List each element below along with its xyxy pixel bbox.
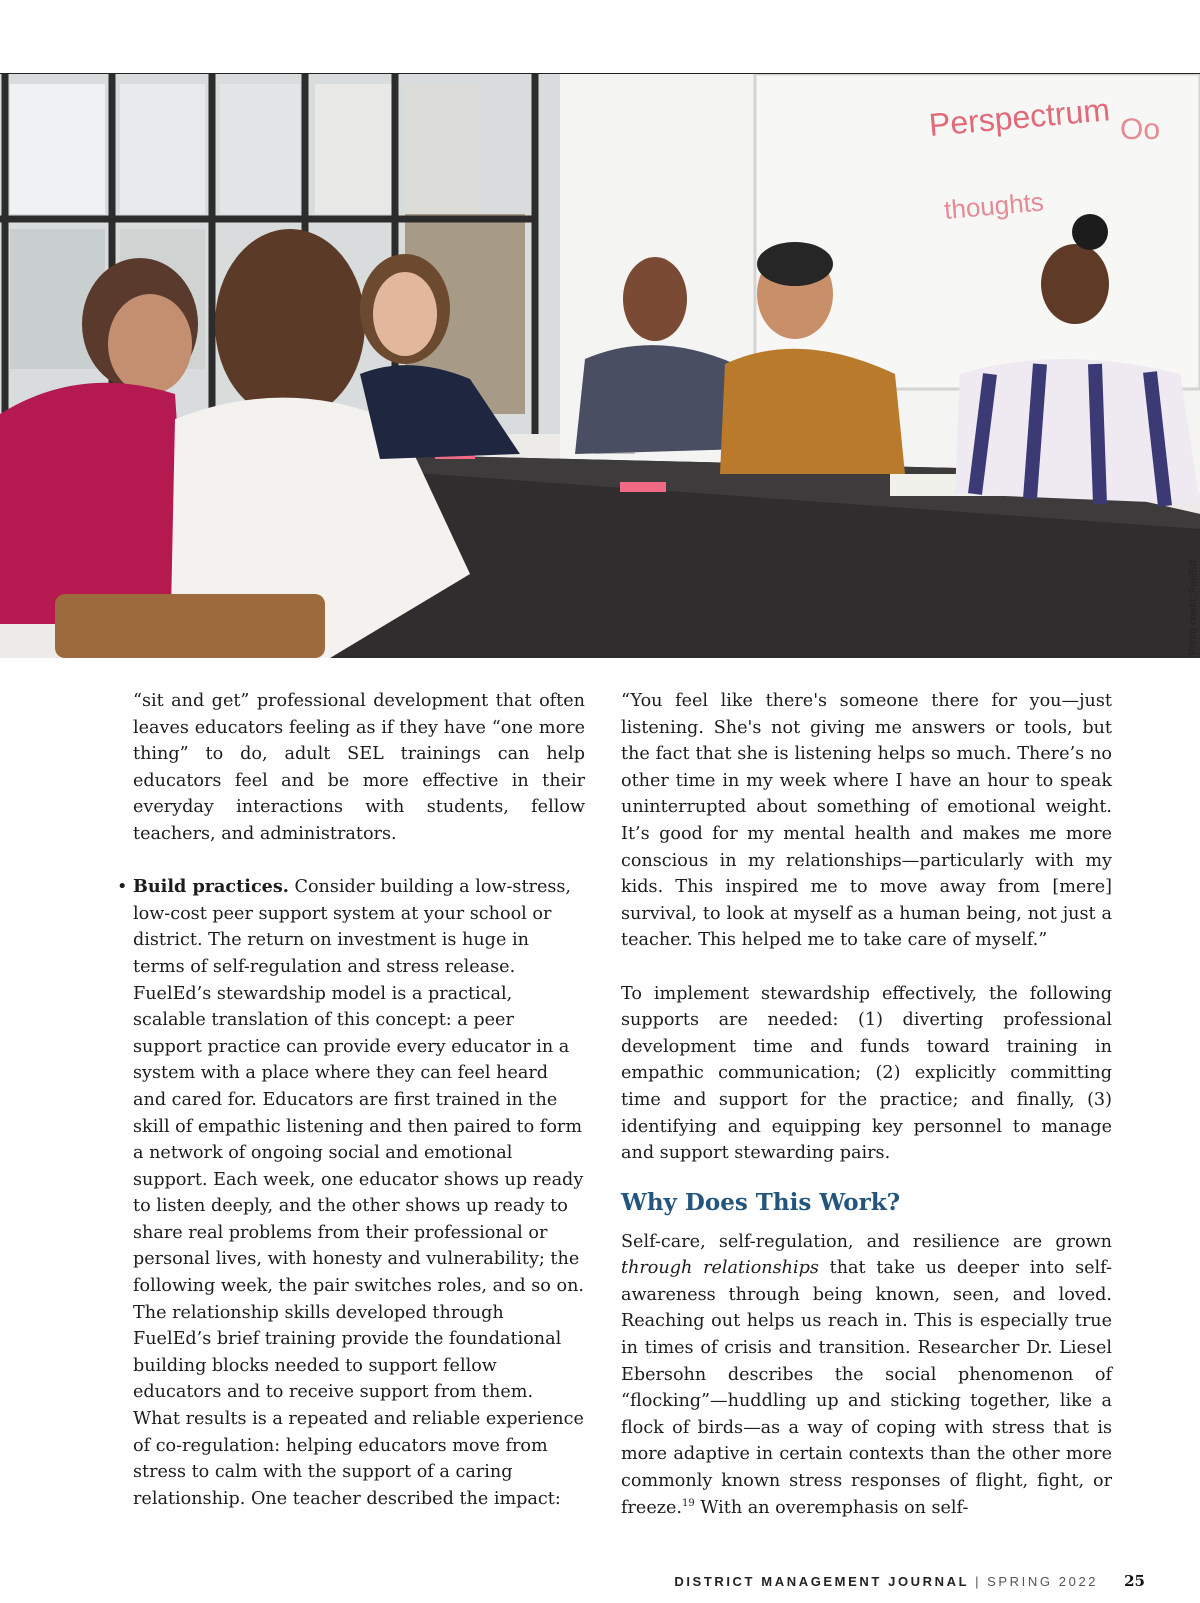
svg-text:Oo: Oo	[1120, 113, 1161, 146]
header-photo	[0, 74, 1200, 658]
right-column	[621, 688, 1112, 1521]
bullet-item-build-practices	[117, 874, 585, 1512]
teacher-quote: “You feel like there's someone there for you—just listening. She's not giving me answers or tools, but the fact that she is listening helps so much. There’s no other time in my week where I have an hour to speak uninterrupted about something of emotional weight. It’s good for my mental health and makes me more conscious in my relationships—particularly with my kids. This inspired me to move away from [mere] survival, to look at myself as a human being, not just a teacher. This helped me to take care of myself.”	[621, 691, 1112, 951]
implementation-paragraph: To implement stewardship effectively, the following supports are needed: (1) diverting professional development time and funds toward training in empathic communication; (2) explicitly committing time and support for the practice; and finally, (3) identifying and equipping key personnel to manage and support stewarding pairs.	[621, 983, 1112, 1164]
left-column	[117, 688, 585, 1512]
section-text-part2: that take us deeper into self-awareness through being known, seen, and loved. Reaching out helps us reach in. This is especially true in times of crisis and transition. Researcher Dr. Liesel Ebersohn describes the social phenomenon of “flocking”—huddling up and sticking together, like a flock of birds—as a way of coping with stress that is more adaptive in certain contexts than the other more commonly known stress responses of flight, fight, or freeze.	[621, 1258, 1112, 1518]
svg-text:thoughts: thoughts	[942, 186, 1045, 225]
photo-credit: Photo credit: FuelEd	[1187, 560, 1199, 656]
journal-name: DISTRICT MANAGEMENT JOURNAL	[674, 1574, 970, 1589]
page-footer	[674, 1572, 1145, 1590]
section-text-part3: With an overemphasis on self-	[694, 1497, 969, 1518]
section-text-part1: Self-care, self-regulation, and resilience are grown	[621, 1231, 1112, 1252]
section-text-italic: through relationships	[621, 1258, 819, 1279]
issue-season: SPRING 2022	[987, 1574, 1099, 1589]
bullet-marker: •	[117, 877, 128, 898]
intro-paragraph: “sit and get” professional development that often leaves educators feeling as if they have “one more thing” to do, adult SEL trainings can help educators feel and be more effective in their everyday interactions with students, fellow teachers, and administrators.	[133, 691, 585, 844]
bullet-text: Consider building a low-stress, low-cost peer support system at your school or district. The return on investment is huge in terms of self-regulation and stress release. FuelEd’s stewardship model is a practical, scalable translation of this concept: a peer support practice can provide every educator in a system with a place where they can feel heard and cared for. Educators are first trained in the skill of empathic listening and then paired to form a network of ongoing social and emotional support. Each week, one educator shows up ready to listen deeply, and the other shows up ready to share real problems from their professional or personal lives, with honesty and vulnerability; the following week, the pair switches roles, and so on. The relationship skills developed through FuelEd’s brief training provide the foundational building blocks needed to support fellow educators and to receive support from them. What results is a repeated and reliable experience of co-regulation: helping educators move from stress to calm with the support of a caring relationship. One teacher described the impact:	[133, 877, 585, 1509]
section-heading: Why Does This Work?	[621, 1188, 901, 1216]
footer-separator: |	[975, 1574, 982, 1589]
svg-text:Perspectrum: Perspectrum	[927, 91, 1112, 143]
footnote-reference: 19	[682, 1497, 695, 1509]
section-paragraph	[621, 1229, 1112, 1522]
bullet-heading: Build practices.	[133, 876, 289, 898]
page-number: 25	[1124, 1572, 1145, 1590]
